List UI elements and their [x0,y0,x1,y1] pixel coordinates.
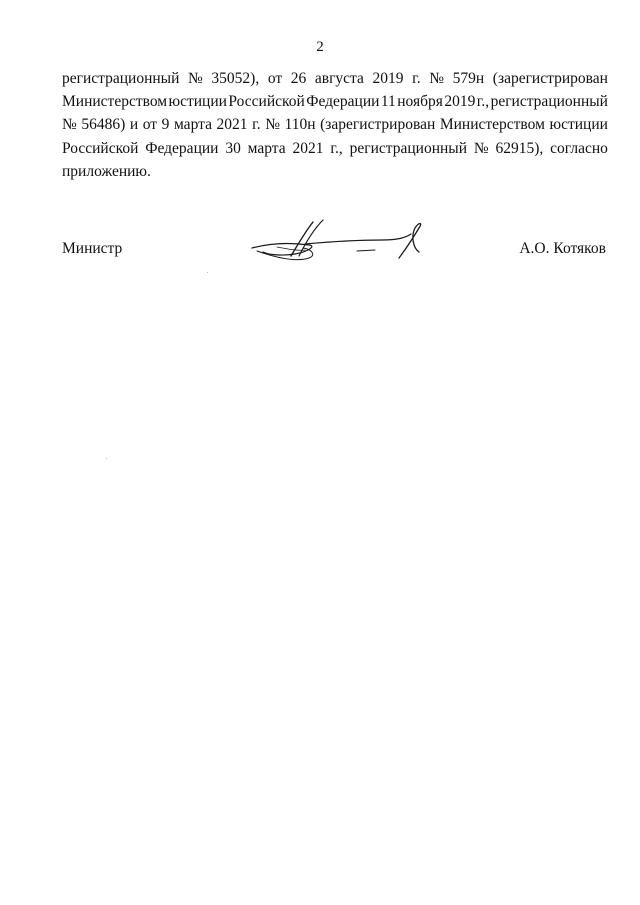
signature-block [62,240,608,270]
word: 9 [161,116,170,134]
word: согласно [550,139,608,157]
word: 30 [225,139,241,157]
scan-speck [106,458,107,459]
word: юстиции [168,93,227,111]
word: № [265,116,280,134]
word: 26 [290,70,307,87]
word: 2019 [444,93,476,111]
word: августа [314,70,364,87]
word: регистрационный [62,70,180,87]
word: 2021 [292,139,324,157]
page-number: 2 [316,39,324,55]
word: 110н [284,116,316,134]
signatory-title: Министр [62,240,123,257]
signatory-name: А.О. Котяков [519,240,606,257]
word: № [62,116,77,134]
scan-speck [207,272,208,273]
word: г., [476,93,490,111]
word: 579н [452,70,485,87]
text-line [62,113,608,136]
word: марта [247,139,286,157]
word: 11 [380,93,396,111]
word: (зарегистрирован [492,70,608,87]
word: марта [173,116,212,134]
word: Федерации [145,139,219,157]
word: от [267,70,283,87]
word: № [188,70,203,87]
word: от [142,116,158,134]
text-line [62,90,608,113]
word: № [429,70,445,87]
word: 35052), [211,70,260,87]
word: ноября [397,93,443,111]
word: г. [412,70,421,87]
word: Российской [62,139,139,157]
word: г. [252,116,261,134]
word: № [473,139,489,157]
word: Министерством [62,93,168,111]
handwritten-signature [247,218,432,268]
word: 2019 [372,70,404,87]
document-body [62,67,608,183]
word: юстиции [549,116,608,134]
text-line [62,67,608,90]
word: 2021 [216,116,248,134]
word: Российской [228,93,305,111]
word: и [129,116,139,134]
word: (зарегистрирован [320,116,436,134]
word: 62915), [495,139,544,157]
word: Министерством [439,116,545,134]
text-line [62,137,608,160]
word: Федерации [306,93,380,111]
text-line-last: приложению. [62,162,151,180]
word: регистрационный [490,93,608,111]
word: 56486) [81,116,126,134]
word: г., [330,139,343,157]
word: регистрационный [349,139,467,157]
